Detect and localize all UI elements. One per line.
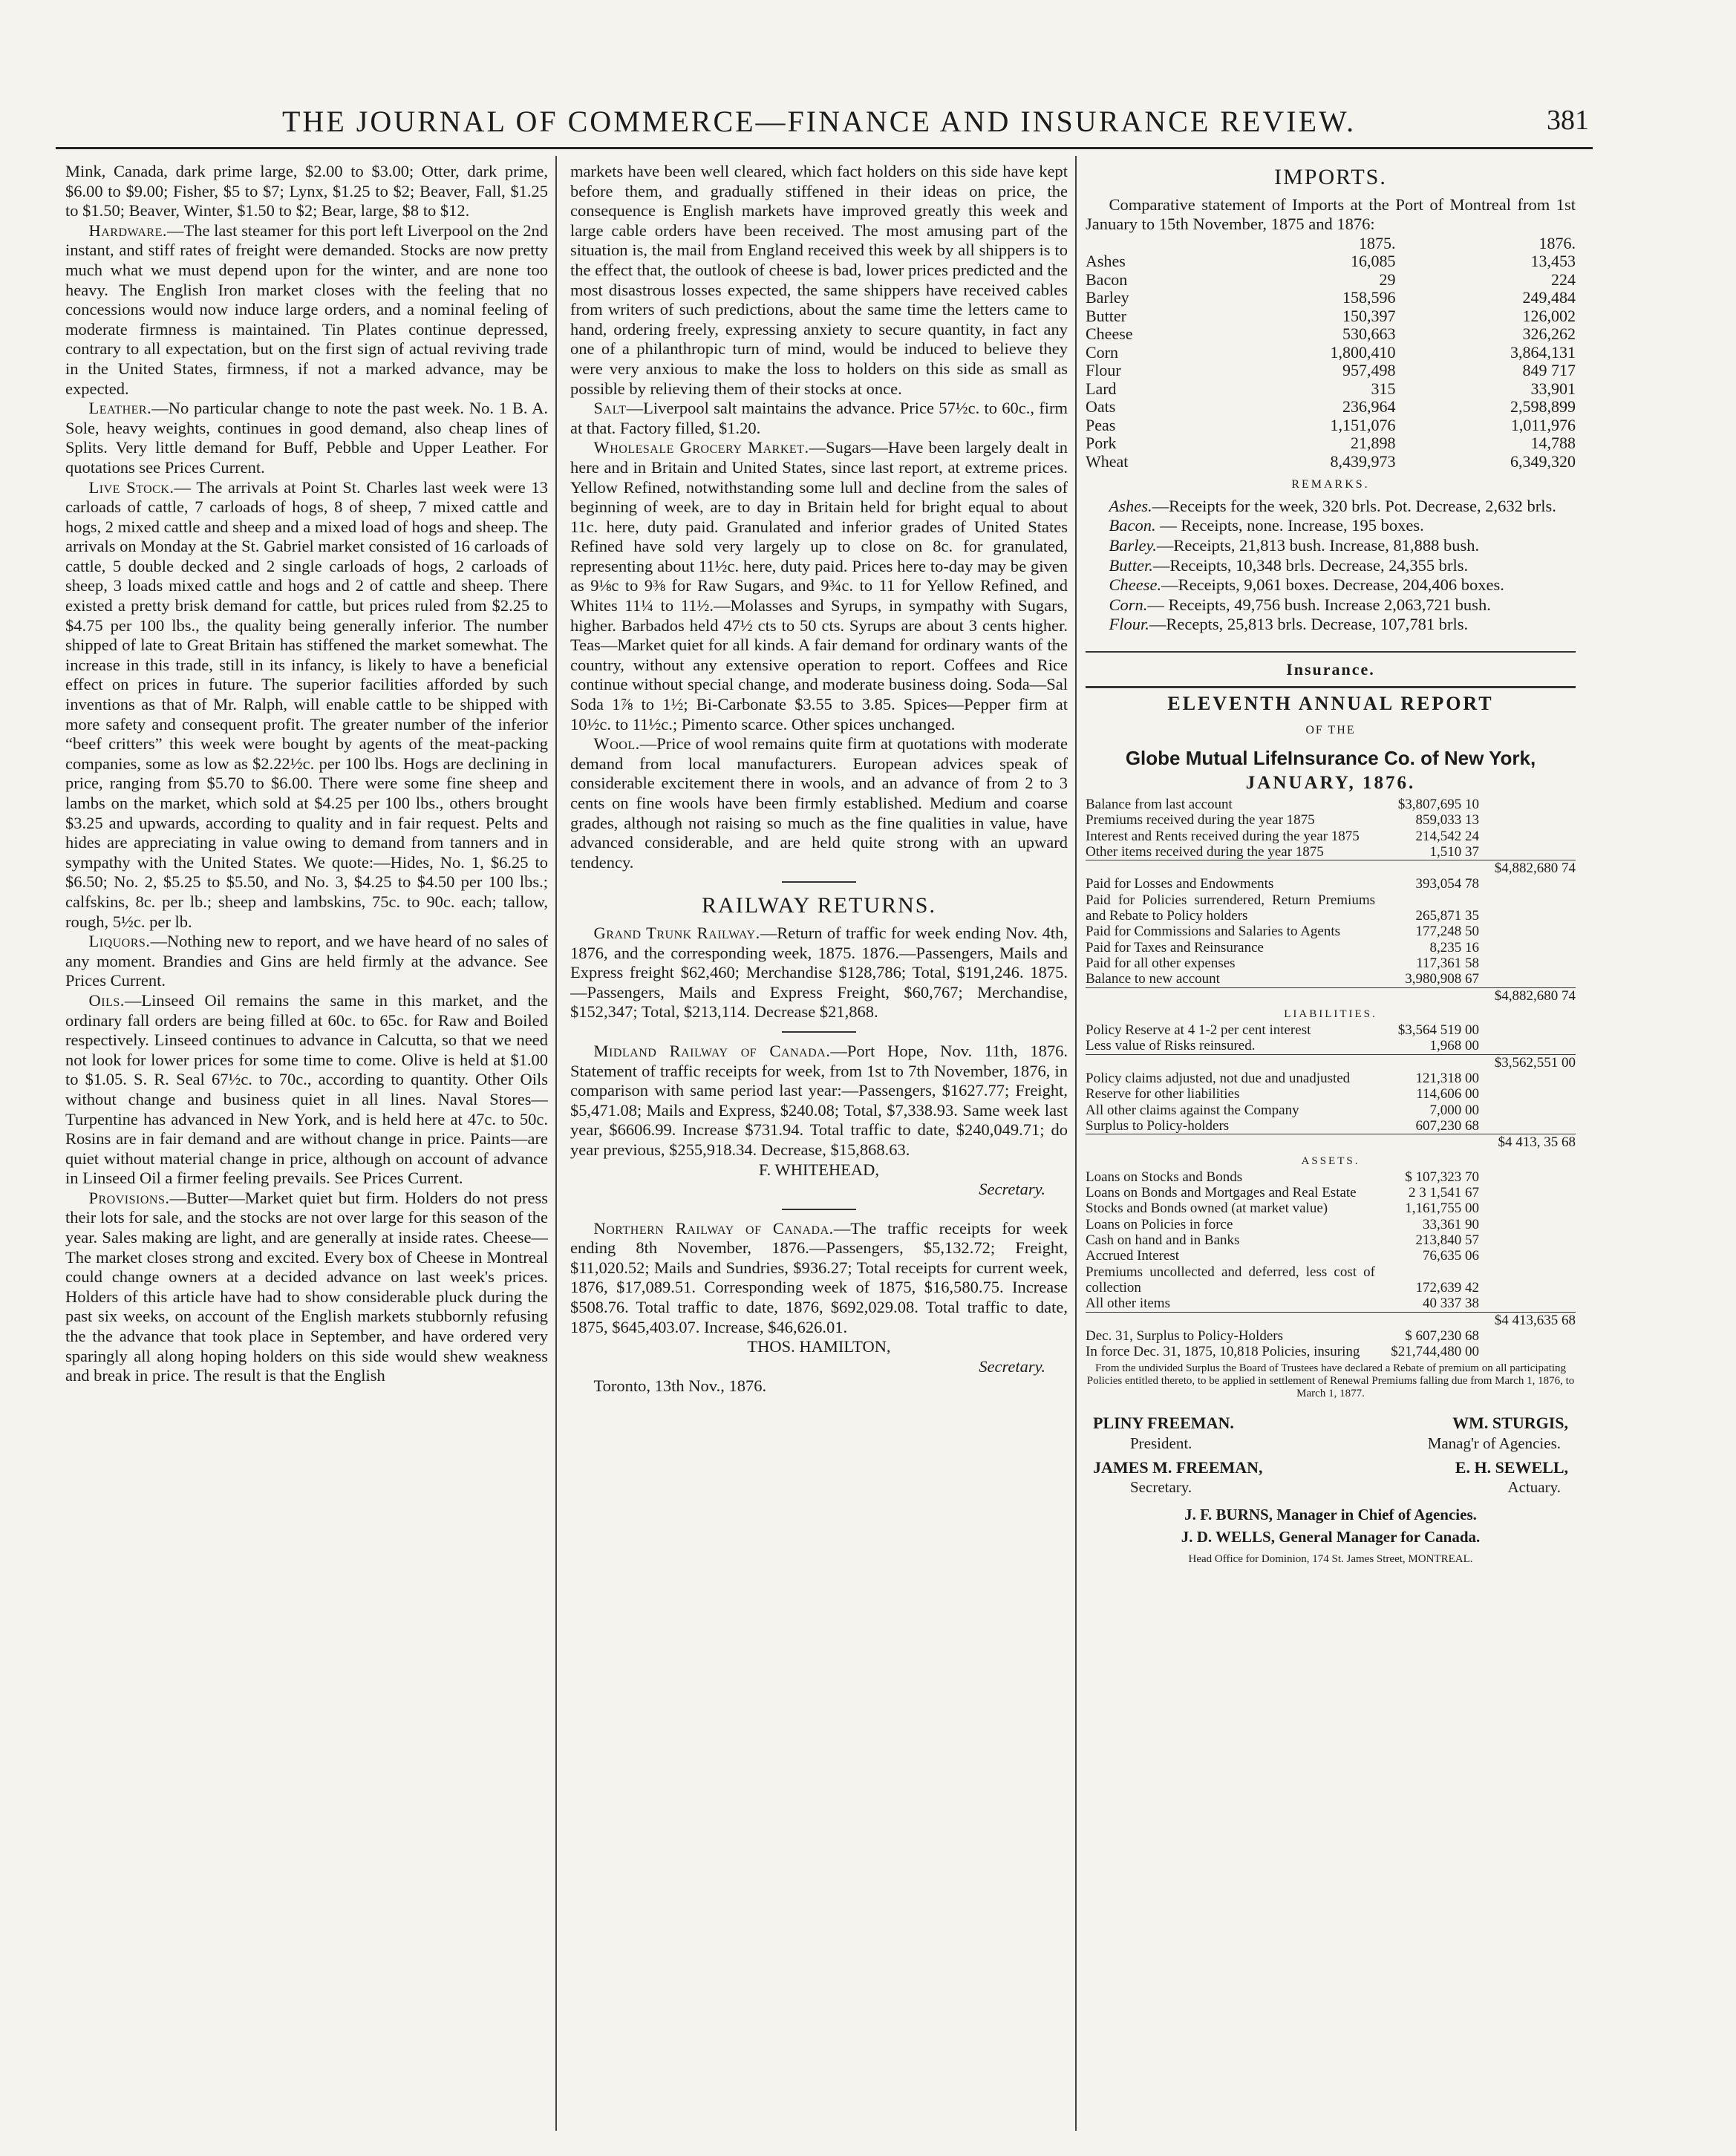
statement-total — [1479, 1200, 1576, 1216]
statement-total — [1479, 812, 1576, 828]
liabilities-total-row — [1086, 1134, 1576, 1151]
statement-value: 607,230 68 — [1415, 1117, 1479, 1134]
imports-table — [1086, 235, 1576, 471]
statement-label: Paid for all other expenses — [1086, 955, 1236, 971]
statement-total: $4,882,680 74 — [1479, 860, 1576, 877]
statement-value: 2 3 1,541 67 — [1409, 1185, 1479, 1201]
imports-year-header — [1086, 235, 1576, 253]
grand-trunk-text: —Return of traffic for week ending Nov. 4th, 1876, and the corresponding week, 1875. 1876.—Passengers, Mails and Express freight $62,460; Merchandise $128,786; Total, $191,246. 1875.—Passengers, Mails and Express Freight, $60,767; Merchandise, $152,347; Total, $213,114. Decrease $21,868. — [570, 923, 1068, 1022]
livestock-text: — The arrivals at Point St. Charles last week were 13 carloads of cattle, 7 carloads of hogs, 8 of sheep, 7 mixed cattle and hogs, 2 mixed cattle and sheep and a mixed load of hogs and sheep. The arrivals on Monday at the St. Gabriel market consisted of 16 carloads of cattle, 5 double decked and 2 single carloads of hogs, 2 carloads of sheep, 3 loads mixed cattle and hogs and 2 of cattle and sheep. There existed a pretty brisk demand for cattle, but prices ruled from $2.25 to $4.75 per 100 lbs., the quality being generally inferior. The number shipped of late to Great Britain has stiffened the market somewhat. The increase in this trade, still in its infancy, is likely to have a beneficial effect on prices in future. The superior facilities afforded by such inventions as that of Mr. Ralph, will enable cattle to be shipped with more safety and consequent profit. The greater number of the inferior “beef critters” this week were bought by agents of the meat-packing companies, some as low as $2.22½c. per 100 lbs. Hogs are declining in price, ranging from $5.70 to $6.00. There were some fine sheep and lambs on the market, which sold at $4.25 per 100 lbs., others brought $3.25 and upwards, according to quality and in fair request. Pelts and hides are appreciating in value owing to demand from tanners and in sympathy with the United States. We quote:—Hides, No. 1, $6.25 to $6.50; No. 2, $5.25 to $5.50, and No. 3, $4.25 to $4.50 per 100 lbs.; calfskins, 8c. per lb.; sheep and lambskins, 75c. to 90c. each; tallow, rough, 5½c. per lb. — [65, 477, 548, 931]
import-row — [1086, 307, 1576, 326]
column-3 — [1086, 162, 1576, 2122]
midland-signature: F. WHITEHEAD, — [758, 1160, 880, 1179]
import-1875-value: 29 — [1379, 270, 1396, 289]
import-1875-value: 21,898 — [1351, 434, 1396, 453]
statement-label: Paid for Policies surrendered, Return Premiums and Rebate to Policy holders — [1086, 892, 1375, 924]
report-title: ELEVENTH ANNUAL REPORT — [1167, 692, 1494, 714]
statement-value — [1375, 1054, 1479, 1071]
livestock-paragraph — [65, 478, 548, 932]
column-divider-1 — [555, 156, 557, 2131]
remark-key: Cheese. — [1109, 575, 1162, 595]
statement-label: Policy claims adjusted, not due and unadjusted — [1086, 1071, 1351, 1087]
statement-value: 1,510 37 — [1429, 843, 1479, 860]
liability-row — [1086, 1022, 1576, 1038]
column-1 — [65, 162, 548, 2107]
year-1876: 1876. — [1538, 233, 1576, 252]
statement-total — [1479, 876, 1576, 892]
import-1875-value: 315 — [1371, 379, 1396, 398]
statement-total — [1479, 1086, 1576, 1102]
financial-statement — [1086, 797, 1576, 1359]
statement-total — [1479, 844, 1576, 860]
statement-value: $3,564 519 00 — [1397, 1022, 1479, 1039]
import-row — [1086, 380, 1576, 399]
import-1876-value: 126,002 — [1522, 306, 1576, 325]
statement-total: $4 413, 35 68 — [1479, 1134, 1576, 1151]
import-1875-value: 1,151,076 — [1330, 415, 1396, 434]
liability-row — [1086, 1086, 1576, 1102]
statement-value: 117,361 58 — [1416, 955, 1479, 971]
wool-heading: Wool. — [593, 734, 640, 754]
statement-total — [1479, 940, 1576, 956]
liquors-heading: Liquors. — [88, 932, 151, 951]
statement-value — [1375, 1134, 1479, 1151]
statement-value: 1,968 00 — [1429, 1038, 1479, 1054]
liquors-paragraph — [65, 932, 548, 991]
statement-label: Loans on Bonds and Mortgages and Real Estate — [1086, 1185, 1357, 1201]
import-1876-value: 13,453 — [1530, 252, 1576, 271]
statement-total — [1479, 1169, 1576, 1185]
remark-text: — Receipts, 49,756 bush. Increase 2,063,721 bush. — [1147, 595, 1491, 614]
import-1876-value: 33,901 — [1530, 379, 1576, 398]
statement-label: Stocks and Bonds owned (at market value) — [1086, 1200, 1328, 1217]
statement-total — [1479, 892, 1576, 924]
salt-text: —Liverpool salt maintains the advance. Price 57½c. to 60c., firm at that. Factory filled, $1.20. — [570, 399, 1068, 437]
remarks-list — [1086, 497, 1576, 635]
asset-row — [1086, 1185, 1576, 1200]
midland-text: —Port Hope, Nov. 11th, 1876. Statement of traffic receipts for week, from 1st to 7th November, 1876, in comparison with same period last year:—Passengers, $1627.77; Freight, $5,471.08; Mails and Express, $240.08; Total, $7,338.93. Same week last year, $6606.99. Increase $731.94. Total traffic to date, $240,049.71; do year previous, $255,918.34. Decrease, $15,868.63. — [570, 1041, 1068, 1159]
hardware-text: —The last steamer for this port left Liverpool on the 2nd instant, and stiff rates of freight were demanded. Stocks are now pretty much what we must depend upon for the winter, and are none too heavy. The English Iron market closes with the feeling that no concessions would now induce large orders, and a nominal feeling of moderate firmness is maintained. Tin Plates continue depressed, contrary to all expectation, but on the first sign of actual reviving trade in the United States, firmness, if not a marked advance, may be expected. — [65, 220, 548, 398]
disbursement-row — [1086, 971, 1576, 987]
of-the-label: OF THE — [1305, 724, 1356, 737]
leather-text: —No particular change to note the past week. No. 1 B. A. Sole, heavy weights, continues in good demand, also cheap lines of Splits. Very little demand for Buff, Pebble and Upper Leather. For quotations see Prices Current. — [65, 399, 548, 477]
statement-total — [1479, 797, 1576, 812]
import-1875-value: 16,085 — [1351, 252, 1396, 271]
remark-line — [1086, 575, 1576, 595]
liability-row — [1086, 1038, 1576, 1054]
officers-row-1 — [1086, 1414, 1576, 1434]
asset-row — [1086, 1232, 1576, 1248]
statement-value: $ 607,230 68 — [1405, 1327, 1479, 1344]
import-row — [1086, 252, 1576, 271]
statement-value: 213,840 57 — [1415, 1232, 1479, 1249]
statement-label — [1086, 1312, 1375, 1328]
livestock-heading: Live Stock. — [88, 477, 174, 497]
officers-titles-2 — [1086, 1477, 1576, 1502]
import-1876-value: 2,598,899 — [1510, 397, 1576, 416]
statement-label: Paid for Taxes and Reinsurance — [1086, 939, 1264, 956]
remark-line — [1086, 497, 1576, 517]
fur-prices-paragraph: Mink, Canada, dark prime large, $2.00 to $3.00; Otter, dark prime, $6.00 to $9.00; Fisher, $5 to $7; Lynx, $1.25 to $2; Beaver, Fall, $1.25 to $1.50; Beaver, Winter, $1.50 to $2; Bear, large, $8 to $12. — [65, 162, 548, 220]
imports-intro: Comparative statement of Imports at the Port of Montreal from 1st January to 15th November, 1875 and 1876: — [1086, 195, 1576, 234]
import-row — [1086, 344, 1576, 362]
import-row — [1086, 398, 1576, 416]
hardware-heading: Hardware. — [88, 220, 167, 240]
statement-value: 859,033 13 — [1415, 812, 1479, 829]
remark-key: Ashes. — [1109, 496, 1152, 515]
import-commodity: Lard — [1086, 379, 1117, 398]
statement-value: 3,980,908 67 — [1405, 971, 1479, 987]
statement-value: 177,248 50 — [1415, 924, 1479, 940]
agencies-manager-name: WM. STURGIS, — [1452, 1414, 1568, 1433]
import-1875-value: 1,800,410 — [1330, 342, 1396, 362]
asset-row — [1086, 1296, 1576, 1312]
statement-value: 76,635 06 — [1423, 1248, 1479, 1264]
statement-total — [1479, 1344, 1576, 1359]
page-number: 381 — [1547, 105, 1589, 136]
asset-row — [1086, 1264, 1576, 1296]
asset-row — [1086, 1200, 1576, 1216]
statement-value: 33,361 90 — [1423, 1216, 1479, 1232]
grocery-paragraph — [570, 438, 1068, 734]
railway-returns-title: RAILWAY RETURNS. — [702, 893, 936, 918]
statement-total — [1479, 1185, 1576, 1200]
remark-line — [1086, 516, 1576, 536]
statement-value: 121,318 00 — [1415, 1071, 1479, 1087]
year-1875: 1875. — [1359, 233, 1396, 252]
grocery-heading: Wholesale Grocery Market. — [593, 438, 809, 457]
northern-place-date: Toronto, 13th Nov., 1876. — [593, 1376, 767, 1396]
liability-row — [1086, 1118, 1576, 1134]
import-commodity: Corn — [1086, 342, 1118, 362]
section-rule — [1086, 651, 1576, 653]
statement-total: $4,882,680 74 — [1479, 987, 1576, 1004]
remark-key: Corn. — [1109, 595, 1148, 614]
officers-titles-1 — [1086, 1434, 1576, 1458]
wool-text: —Price of wool remains quite firm at quotations with moderate demand from local manufacturers. European advices speak of considerable excitement there in wools, and an advance of from 2 to 3 cents on fine wools have been firmly established. Medium and coarse grades, although not raising so much as the fine qualities in value, have advanced considerable, and are held quite strong with an upward tendency. — [570, 734, 1068, 872]
statement-total — [1479, 1038, 1576, 1054]
import-1876-value: 3,864,131 — [1510, 342, 1576, 362]
remark-text: — Receipts, none. Increase, 195 boxes. — [1155, 516, 1424, 535]
secretary-title: Secretary. — [1130, 1478, 1192, 1497]
cheese-continued-paragraph: markets have been well cleared, which fact holders on this side have kept before them, and gradually stiffened in their ideas on price, the consequence is English markets have improved greatly this week and large cable orders have been received. The most amusing part of the situation is, the mail from England received this week by all shippers is to the effect that, the outlook of cheese is bad, lower prices predicted and the most disastrous losses expected, the same shippers have received cables from writers of such predictions, about the same time the letters came to hand, ordering freely, expressing anxiety to secure quantity, in fact any one of a philanthropic turn of mind, would be induced to believe they were very anxious to make the loss to holders on this side as small as possible by relieving them of their stocks at once. — [570, 162, 1068, 398]
statement-total — [1479, 1248, 1576, 1264]
burns-line: J. F. BURNS, Manager in Chief of Agencies. — [1184, 1505, 1477, 1523]
statement-label: Balance from last account — [1086, 797, 1233, 812]
liabilities-heading-row — [1086, 1004, 1576, 1022]
disbursement-row — [1086, 892, 1576, 924]
northern-heading: Northern Railway of Canada. — [593, 1218, 834, 1238]
provisions-heading: Provisions. — [88, 1188, 170, 1207]
oils-paragraph — [65, 991, 548, 1189]
actuary-title: Actuary. — [1507, 1478, 1561, 1497]
remark-text: —Receipts for the week, 320 brls. Pot. Decrease, 2,632 brls. — [1152, 496, 1556, 515]
northern-signature: THOS. HAMILTON, — [747, 1337, 891, 1356]
statement-total — [1479, 1296, 1576, 1312]
salt-heading: Salt — [593, 399, 627, 418]
import-1876-value: 6,349,320 — [1510, 451, 1576, 471]
statement-label: Interest and Rents received during the year 1875 — [1086, 828, 1360, 844]
statement-total — [1479, 1232, 1576, 1248]
import-1876-value: 849 717 — [1522, 361, 1576, 380]
statement-label — [1086, 987, 1375, 1004]
import-1875-value: 150,397 — [1342, 306, 1396, 325]
insurance-section-title: Insurance. — [1286, 660, 1375, 679]
officers-row-2 — [1086, 1458, 1576, 1478]
import-1875-value: 8,439,973 — [1330, 451, 1396, 471]
midland-signature-title: Secretary. — [979, 1180, 1045, 1199]
statement-total — [1479, 1118, 1576, 1134]
income-row — [1086, 844, 1576, 860]
disbursement-row — [1086, 876, 1576, 892]
statement-value — [1375, 987, 1479, 1004]
statement-label: Premiums uncollected and deferred, less cost of collection — [1086, 1264, 1375, 1296]
wells-line: J. D. WELLS, General Manager for Canada. — [1181, 1528, 1481, 1546]
statement-value — [1375, 860, 1479, 877]
leather-paragraph — [65, 399, 548, 477]
import-1875-value: 530,663 — [1342, 324, 1396, 344]
import-row — [1086, 325, 1576, 344]
statement-value: $21,744,480 00 — [1391, 1344, 1479, 1360]
income-total-row — [1086, 860, 1576, 877]
liability-row — [1086, 1102, 1576, 1118]
statement-label: Loans on Stocks and Bonds — [1086, 1169, 1243, 1185]
column-divider-2 — [1075, 156, 1077, 2131]
remark-key: Butter. — [1109, 555, 1153, 575]
asset-row — [1086, 1248, 1576, 1264]
section-rule — [1086, 686, 1576, 688]
section-rule — [782, 1209, 856, 1210]
remark-line — [1086, 536, 1576, 556]
grand-trunk-paragraph — [570, 924, 1068, 1022]
midland-heading: Midland Railway of Canada. — [593, 1041, 831, 1060]
imports-title: IMPORTS. — [1274, 165, 1387, 189]
disbursement-row — [1086, 924, 1576, 939]
import-1876-value: 326,262 — [1522, 324, 1576, 344]
surplus-row — [1086, 1328, 1576, 1344]
remark-text: —Receipts, 10,348 brls. Decrease, 24,355 brls. — [1152, 555, 1469, 575]
statement-value: 265,871 35 — [1415, 908, 1479, 924]
actuary-name: E. H. SEWELL, — [1455, 1457, 1568, 1477]
president-title: President. — [1130, 1434, 1192, 1452]
statement-label: All other claims against the Company — [1086, 1102, 1299, 1118]
northern-signature-title: Secretary. — [979, 1356, 1045, 1376]
statement-label: In force Dec. 31, 1875, 10,818 Policies, insuring — [1086, 1344, 1360, 1360]
northern-text: —The traffic receipts for week ending 8th November, 1876.—Passengers, $5,132.72; Freight, $11,020.52; Mails and Sundries, $936.27; Total receipts for current week, 1876, $17,089.51. Corresponding week of 1875, $16,580.75. Increase $508.76. Total traffic to date, 1876, $692,029.08. Total traffic to date, 1875, $645,403.07. Increase, $46,626.01. — [570, 1218, 1068, 1336]
statement-total — [1479, 1071, 1576, 1086]
statement-label: Premiums received during the year 1875 — [1086, 812, 1315, 829]
statement-label — [1086, 1134, 1375, 1151]
remark-text: —Receipts, 21,813 bush. Increase, 81,888 bush. — [1156, 536, 1480, 555]
section-rule — [782, 881, 856, 883]
statement-label: Policy Reserve at 4 1-2 per cent interest — [1086, 1022, 1311, 1039]
import-1876-value: 224 — [1551, 270, 1576, 289]
column-2 — [570, 162, 1068, 2107]
statement-label: Accrued Interest — [1086, 1248, 1180, 1264]
statement-heading: LIABILITIES. — [1284, 1007, 1377, 1020]
northern-paragraph — [570, 1219, 1068, 1338]
leather-heading: Leather. — [88, 399, 152, 418]
statement-label: Dec. 31, Surplus to Policy-Holders — [1086, 1327, 1283, 1344]
statement-label: Paid for Commissions and Salaries to Agents — [1086, 924, 1341, 940]
statement-total — [1479, 1217, 1576, 1232]
import-row — [1086, 271, 1576, 290]
statement-label — [1086, 860, 1375, 877]
rebate-note: From the undivided Surplus the Board of Trustees have declared a Rebate of premium on all participating Policies entitled thereto, to be applied in settlement of Renewal Premiums falling due from March 1, 1876, to March 1, 1877. — [1086, 1362, 1575, 1400]
remark-key: Flour. — [1109, 615, 1149, 634]
statement-value — [1375, 1312, 1479, 1328]
statement-label: Other items received during the year 1875 — [1086, 843, 1324, 860]
liability-row — [1086, 1071, 1576, 1086]
statement-total — [1479, 829, 1576, 844]
statement-value: $3,807,695 10 — [1397, 797, 1479, 812]
statement-total — [1479, 1328, 1576, 1344]
company-name: Globe Mutual LifeInsurance Co. of New York, — [1125, 746, 1536, 769]
remark-key: Bacon. — [1109, 516, 1156, 535]
income-row — [1086, 797, 1576, 812]
wool-paragraph — [570, 734, 1068, 872]
import-commodity: Pork — [1086, 434, 1117, 453]
statement-total — [1479, 971, 1576, 987]
statement-label: Paid for Losses and Endowments — [1086, 876, 1274, 892]
statement-total — [1479, 956, 1576, 971]
midland-paragraph — [570, 1042, 1068, 1160]
section-rule — [782, 1031, 856, 1033]
statement-label: Reserve for other liabilities — [1086, 1086, 1240, 1102]
president-name: PLINY FREEMAN. — [1093, 1414, 1234, 1433]
import-1875-value: 158,596 — [1342, 288, 1396, 307]
import-1875-value: 957,498 — [1342, 361, 1396, 380]
import-1876-value: 14,788 — [1530, 434, 1576, 453]
statement-label: Less value of Risks reinsured. — [1086, 1038, 1256, 1054]
header-rule — [56, 147, 1593, 149]
remark-line — [1086, 556, 1576, 576]
oils-text: —Linseed Oil remains the same in this market, and the ordinary fall orders are being filled at 60c. to 65c. for Raw and Boiled respectively. Linseed continues to advance in Calcutta, so that we need not look for lower prices for some time to come. Olive is held at $1.00 to $1.05. S. R. Seal 67½c. to 70c., according to quantity. Other Oils without change and business quiet in all lines. Naval Stores—Turpentine has advanced in New York, and is held here at 47c. to 50c. Rosins are in fair demand and are without change in price. Paints—are quiet without material change in price, although on account of advance in Linseed Oil a firmer feeling prevails. See Prices Current. — [65, 990, 548, 1188]
statement-total: $3,562,551 00 — [1479, 1054, 1576, 1071]
statement-value: 214,542 24 — [1415, 828, 1479, 844]
import-1876-value: 249,484 — [1522, 288, 1576, 307]
income-row — [1086, 812, 1576, 828]
import-row — [1086, 434, 1576, 453]
import-commodity: Butter — [1086, 306, 1126, 325]
provisions-paragraph — [65, 1189, 548, 1386]
report-date: JANUARY, 1876. — [1245, 773, 1416, 794]
import-row — [1086, 453, 1576, 471]
statement-value: 393,054 78 — [1415, 876, 1479, 892]
statement-value: 40 337 38 — [1423, 1296, 1479, 1312]
disbursement-row — [1086, 940, 1576, 956]
remark-text: —Recepts, 25,813 brls. Decrease, 107,781 brls. — [1149, 615, 1469, 634]
import-commodity: Oats — [1086, 397, 1116, 416]
remarks-title: REMARKS. — [1291, 478, 1370, 491]
assets-total-row — [1086, 1312, 1576, 1328]
import-row — [1086, 289, 1576, 307]
import-row — [1086, 362, 1576, 380]
statement-total: $4 413,635 68 — [1479, 1312, 1576, 1328]
statement-total — [1479, 1264, 1576, 1296]
remark-line — [1086, 595, 1576, 615]
statement-label: Surplus to Policy-holders — [1086, 1117, 1230, 1134]
import-commodity: Wheat — [1086, 451, 1129, 471]
statement-value: 172,639 42 — [1415, 1279, 1479, 1296]
page-header — [59, 104, 1589, 141]
statement-heading: ASSETS. — [1301, 1154, 1360, 1167]
remark-key: Barley. — [1109, 536, 1157, 555]
grand-trunk-heading: Grand Trunk Railway. — [593, 923, 760, 942]
statement-value: 114,606 00 — [1416, 1086, 1479, 1102]
disbursement-row — [1086, 956, 1576, 971]
statement-label: Loans on Policies in force — [1086, 1216, 1233, 1232]
secretary-name: JAMES M. FREEMAN, — [1093, 1457, 1263, 1477]
statement-total — [1479, 924, 1576, 939]
statement-value: 7,000 00 — [1429, 1102, 1479, 1118]
salt-paragraph — [570, 399, 1068, 438]
reserve-total-row — [1086, 1054, 1576, 1071]
import-1876-value: 1,011,976 — [1510, 415, 1576, 434]
import-commodity: Ashes — [1086, 252, 1126, 271]
disbursement-total-row — [1086, 987, 1576, 1004]
journal-title: THE JOURNAL OF COMMERCE—FINANCE AND INSURANCE REVIEW. — [282, 105, 1357, 138]
import-commodity: Bacon — [1086, 270, 1128, 289]
import-1875-value: 236,964 — [1342, 397, 1396, 416]
head-office-line: Head Office for Dominion, 174 St. James Street, MONTREAL. — [1188, 1552, 1473, 1565]
statement-value: $ 107,323 70 — [1405, 1169, 1479, 1185]
in-force-row — [1086, 1344, 1576, 1359]
provisions-text: —Butter—Market quiet but firm. Holders do not press their lots for sale, and the stocks are not over large for this season of the year. Sales making are light, and are generally at inside rates. Cheese—The market closes strong and excited. Every box of Cheese in Montreal could change owners at a decided advance on last week's prices. Holders of this article have had to show considerable pluck during the past six weeks, on account of the English markets stubbornly refusing the the advance that took place in September, and have ordered very sparingly all along hoping holders on this side would shew weakness and break in price. The result is that the English — [65, 1188, 548, 1385]
statement-label: Cash on hand and in Banks — [1086, 1232, 1240, 1249]
statement-value: 1,161,755 00 — [1405, 1200, 1479, 1217]
oils-heading: Oils. — [88, 990, 125, 1010]
import-row — [1086, 416, 1576, 435]
grocery-text: —Sugars—Have been largely dealt in here and in Britain and United States, since last report, at extreme prices. Yellow Refined, notwithstanding some lull and decline from the sales of beginning of week, are to day in Britain held for bright equal to about 11c. here, duty paid. Granulated and inferior grades of United States Refined have sold very largely up to close on 8c. for granulated, representing about 11½c. here, duty paid. Prices here to-day may be given as 9⅛c to 9⅜ for Raw Sugars, and 9¾c. to 11 for Yellow Refined, and Whites 11¼ to 11½.—Molasses and Syrups, in sympathy with Sugars, higher. Barbados held 47½ cts to 50 cts. Syrups are about 3 cents higher. Teas—Market quiet for all kinds. A fair demand for ordinary wants of the country, without any extensive operation to report. Coffees and Rice continue without special change, and moderate business doing. Soda—Sal Soda 1⅞ to 1½; Bi-Carbonate $3.55 to 3.85. Spices—Pepper firm at 10½c. to 11½c.; Pimento scarce. Other spices unchanged. — [570, 438, 1068, 734]
agencies-manager-title: Manag'r of Agencies. — [1427, 1434, 1561, 1452]
import-commodity: Cheese — [1086, 324, 1133, 344]
import-commodity: Peas — [1086, 415, 1116, 434]
statement-total — [1479, 1022, 1576, 1038]
assets-heading-row — [1086, 1151, 1576, 1169]
statement-label: Balance to new account — [1086, 971, 1220, 987]
remark-text: —Receipts, 9,061 boxes. Decrease, 204,406 boxes. — [1161, 575, 1504, 595]
statement-label — [1086, 1054, 1375, 1071]
hardware-paragraph — [65, 221, 548, 399]
statement-total — [1479, 1102, 1576, 1118]
income-row — [1086, 829, 1576, 844]
import-commodity: Flour — [1086, 361, 1121, 380]
asset-row — [1086, 1169, 1576, 1185]
statement-label: All other items — [1086, 1296, 1170, 1312]
liquors-text: —Nothing new to report, and we have heard of no sales of any moment. Brandies and Gins are held firmly at the advance. See Prices Current. — [65, 932, 548, 990]
remark-line — [1086, 615, 1576, 635]
statement-value: 8,235 16 — [1429, 939, 1479, 956]
asset-row — [1086, 1217, 1576, 1232]
import-commodity: Barley — [1086, 288, 1129, 307]
